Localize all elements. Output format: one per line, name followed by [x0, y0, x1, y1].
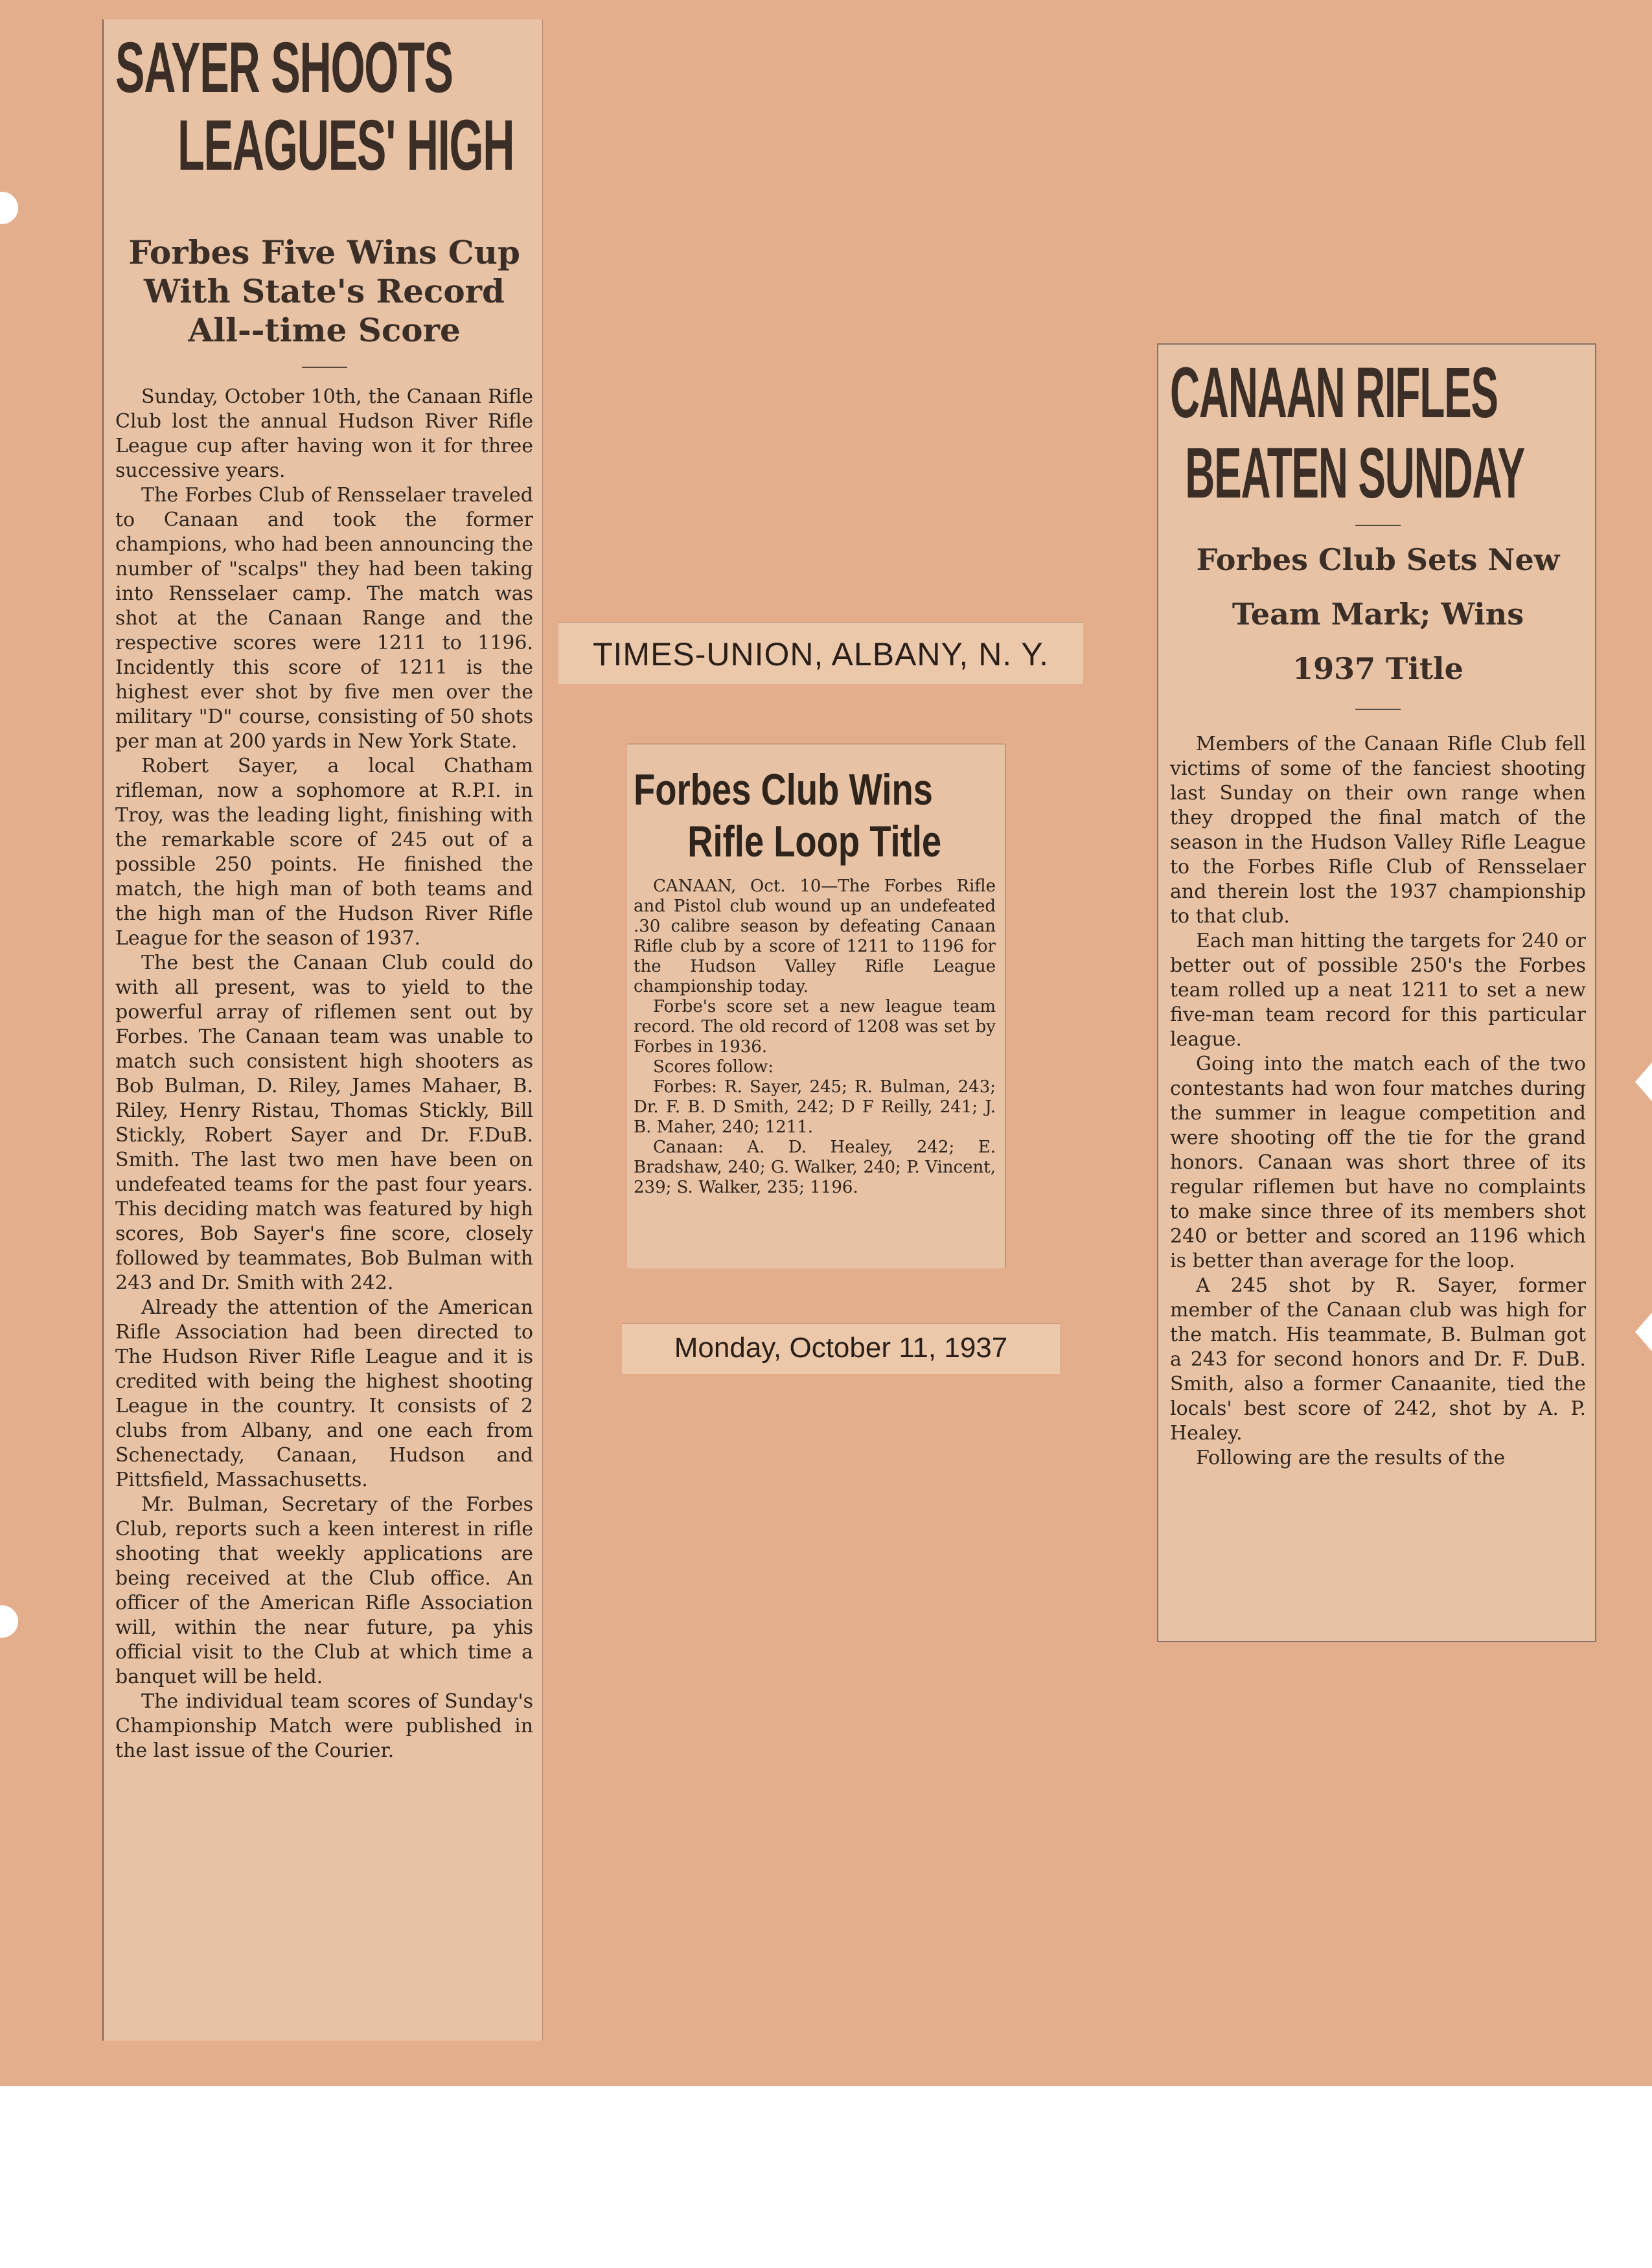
middle-news-clipping	[627, 744, 1005, 1268]
left-divider	[302, 367, 347, 368]
binder-hole-top	[0, 192, 18, 224]
left-article-body	[115, 385, 533, 1763]
left-headline-line1: SAYER SHOOTS	[115, 28, 453, 108]
left-headline	[115, 28, 517, 185]
right-paragraph: Each man hitting the targets for 240 or better out of possible 250's the Forbes team rolled up a neat 1211 to set a new five-man team record for this particular league.	[1170, 930, 1586, 1051]
right-subhead-line2: Team Mark; Wins	[1232, 597, 1524, 632]
page-tear	[1635, 1062, 1652, 1101]
left-subhead-line1: Forbes Five Wins Cup	[128, 233, 520, 271]
middle-headline-line1: Forbes Club Wins	[634, 765, 933, 814]
right-paragraph: A 245 shot by R. Sayer, former member of the Canaan club was high for the match. His teammate, B. Bulman got a 243 for second honors and Dr. F. DuB. Smith, also a former Canaanite, tied the locals' best score of 242, shot by A. P. Healey.	[1170, 1274, 1586, 1445]
right-article-body	[1170, 732, 1586, 1471]
middle-headline	[634, 764, 996, 867]
right-headline	[1170, 353, 1583, 513]
left-paragraph: The best the Canaan Club could do with all present, was to yield to the powerful array of riflemen sent out by Forbes. The Canaan team was unable to match such consistent high shooters as Bob Bulman, D. Riley, James Mahaer, B. Riley, Henry Ristau, Thomas Stickly, Bill Stickly, Robert Sayer and Dr. F.DuB. Smith. The last two men have been on undefeated teams for the past four years. This deciding match was featured by high scores, Bob Sayer's fine score, closely followed by teammates, Bob Bulman with 243 and Dr. Smith with 242.	[115, 952, 533, 1294]
left-news-clipping	[102, 19, 543, 2041]
right-subhead-line1: Forbes Club Sets New	[1196, 542, 1560, 577]
middle-paragraph: Forbes: R. Sayer, 245; R. Bulman, 243; Dr. F. B. D Smith, 242; D F Reilly, 241; J. B. Maher, 240; 1211.	[634, 1077, 996, 1137]
left-subheadline	[115, 233, 533, 350]
middle-headline-line2: Rifle Loop Title	[687, 817, 942, 866]
middle-paragraph: Forbe's score set a new league team record. The old record of 1208 was set by Forbes in 1936.	[634, 997, 996, 1057]
right-headline-line1: CANAAN RIFLES	[1170, 353, 1498, 433]
left-headline-line2: LEAGUES' HIGH	[178, 106, 514, 185]
middle-article-body	[634, 876, 996, 1198]
right-news-clipping	[1157, 343, 1596, 1642]
left-paragraph: The individual team scores of Sunday's Championship Match were published in the last issue of the Courier.	[115, 1690, 533, 1762]
left-paragraph: Already the attention of the American Rifle Association had been directed to The Hudson River Rifle League and it is credited with being the highest shooting League in the country. It consists of 2 clubs from Albany, and one each from Schenectady, Canaan, Hudson and Pittsfield, Massachusetts.	[115, 1296, 533, 1491]
right-subhead-line3: 1937 Title	[1292, 651, 1463, 686]
left-subhead-line2: With State's Record	[144, 272, 505, 310]
right-headline-line2: BEATEN SUNDAY	[1185, 433, 1524, 513]
right-paragraph: Members of the Canaan Rifle Club fell victims of some of the fanciest shooting last Sunday on their own range when they dropped the final match of the season in the Hudson Valley Rifle League to the Forbes Rifle Club of Rensselaer and therein lost the 1937 championship to that club.	[1170, 733, 1586, 928]
right-divider-bottom	[1355, 709, 1401, 710]
right-divider-top	[1355, 525, 1401, 526]
middle-paragraph: Scores follow:	[653, 1057, 774, 1077]
newspaper-source-label: TIMES-UNION, ALBANY, N. Y.	[558, 622, 1083, 684]
binder-hole-bottom	[0, 1605, 18, 1638]
middle-paragraph: CANAAN, Oct. 10—The Forbes Rifle and Pistol club wound up an undefeated .30 calibre season by defeating Canaan Rifle club by a score of 1211 to 1196 for the Hudson Valley Rifle League championship today.	[634, 876, 996, 996]
left-subhead-line3: All--time Score	[188, 311, 461, 349]
left-paragraph: Mr. Bulman, Secretary of the Forbes Club, reports such a keen interest in rifle shooting that weekly applications are being received at the Club office. An officer of the American Rifle Association will, within the near future, pa yhis official visit to the Club at which time a banquet will be held.	[115, 1493, 533, 1688]
middle-paragraph: Canaan: A. D. Healey, 242; E. Bradshaw, 240; G. Walker, 240; P. Vincent, 239; S. Walker, 235; 1196.	[634, 1138, 996, 1197]
right-paragraph: Going into the match each of the two contestants had won four matches during the summer in league competition and were shooting off the tie for the grand honors. Canaan was short three of its regular riflemen but have no complaints to make since three of its members shot 240 or better and scored an 1196 which is better than average for the loop.	[1170, 1053, 1586, 1272]
left-paragraph: Robert Sayer, a local Chatham rifleman, now a sophomore at R.P.I. in Troy, was the leading light, finishing with the remarkable score of 245 out of a possible 250 points. He finished the match, the high man of both teams and the high man of the Hudson River Rifle League for the season of 1937.	[115, 755, 533, 950]
date-label: Monday, October 11, 1937	[622, 1323, 1060, 1374]
right-paragraph: Following are the results of the	[1196, 1447, 1506, 1469]
right-subheadline	[1170, 533, 1586, 696]
left-paragraph: Sunday, October 10th, the Canaan Rifle Club lost the annual Hudson River Rifle League cup after having won it for three successive years.	[115, 385, 533, 482]
left-paragraph: The Forbes Club of Rensselaer traveled to Canaan and took the former champions, who had been announcing the number of "scalps" they had been taking into Rensselaer camp. The match was shot at the Canaan Range and the respective scores were 1211 to 1196. Incidently this score of 1211 is the highest ever shot by five men over the military "D" course, consisting of 50 shots per man at 200 yards in New York State.	[115, 484, 533, 753]
page-tear	[1635, 1312, 1652, 1351]
